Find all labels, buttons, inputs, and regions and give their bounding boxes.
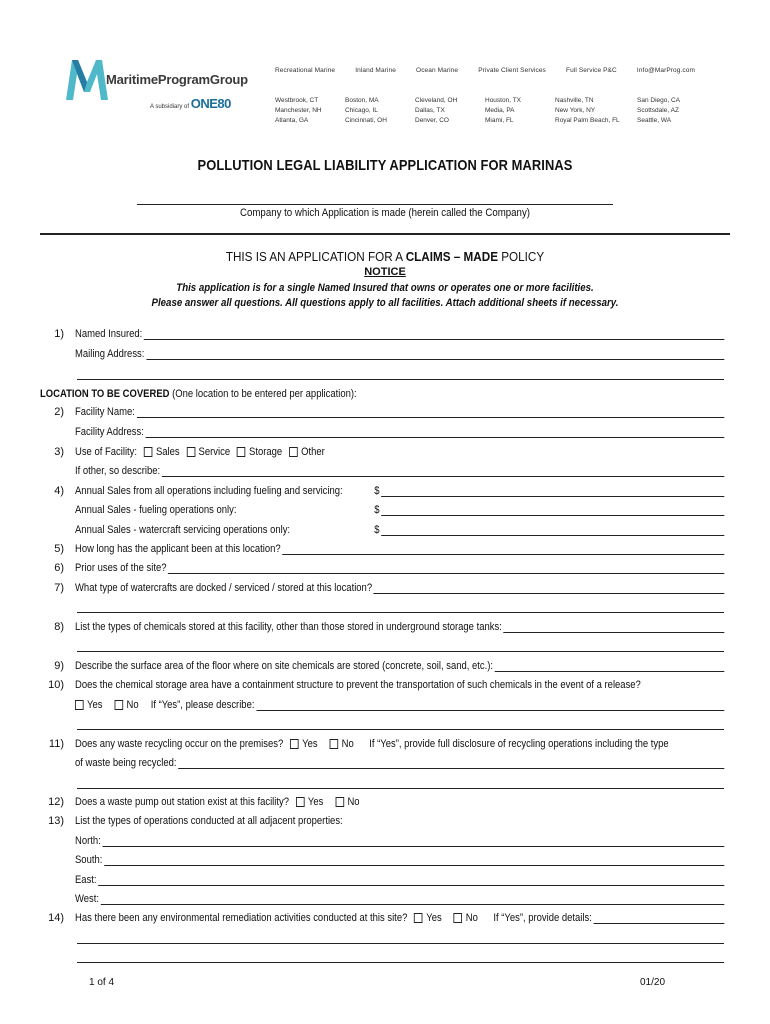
services-list bbox=[275, 67, 695, 74]
other-describe-label: If other, so describe: bbox=[75, 465, 161, 477]
prior-uses-label: Prior uses of the site? bbox=[75, 562, 167, 574]
waste-recycling-label: Does any waste recycling occur on the premises? bbox=[75, 738, 284, 750]
q9-surface-area bbox=[40, 658, 724, 672]
north-field[interactable] bbox=[102, 836, 723, 847]
south-label: South: bbox=[75, 854, 103, 866]
letterhead bbox=[0, 0, 770, 140]
q3-use-of-facility bbox=[40, 444, 724, 458]
q13-north bbox=[40, 833, 724, 847]
location: Westbrook, CT bbox=[275, 97, 319, 104]
q5-how-long bbox=[40, 541, 724, 555]
north-label: North: bbox=[75, 835, 101, 847]
q14-no-checkbox[interactable] bbox=[454, 913, 463, 923]
question-number: 12) bbox=[48, 796, 64, 808]
location: Miami, FL bbox=[485, 117, 514, 124]
question-number: 8) bbox=[54, 621, 64, 633]
q14-yes-label: Yes bbox=[426, 912, 442, 924]
watercraft-types-field[interactable] bbox=[374, 583, 724, 594]
q3-other-describe bbox=[40, 463, 724, 477]
service-item: Inland Marine bbox=[355, 67, 396, 74]
q14-yes-checkbox[interactable] bbox=[414, 913, 423, 923]
q14-continuation-2 bbox=[40, 949, 724, 963]
west-label: West: bbox=[75, 893, 100, 905]
q10-answer bbox=[40, 697, 724, 711]
chemicals-field-2[interactable] bbox=[77, 641, 724, 652]
q11-yes-checkbox[interactable] bbox=[290, 739, 299, 749]
company-logo bbox=[64, 56, 264, 116]
q10-describe-field-2[interactable] bbox=[77, 719, 724, 730]
annual-sales-all-label: Annual Sales from all operations including fueling and servicing: bbox=[75, 485, 343, 497]
q14-details-field[interactable] bbox=[594, 913, 724, 924]
q14-details-label: If “Yes”, provide details: bbox=[493, 912, 592, 924]
question-number: 6) bbox=[54, 562, 64, 574]
how-long-label: How long has the applicant been at this location? bbox=[75, 543, 281, 555]
question-number: 7) bbox=[54, 582, 64, 594]
q12-no-checkbox[interactable] bbox=[335, 797, 344, 807]
location: Houston, TX bbox=[485, 97, 522, 104]
mailing-address-field[interactable] bbox=[146, 349, 724, 360]
question-number: 13) bbox=[48, 815, 64, 827]
q10-describe-label: If “Yes”, please describe: bbox=[150, 699, 255, 711]
service-item: Recreational Marine bbox=[275, 67, 336, 74]
other-label: Other bbox=[301, 446, 325, 458]
question-number: 14) bbox=[48, 912, 64, 924]
prior-uses-field[interactable] bbox=[168, 563, 724, 574]
how-long-field[interactable] bbox=[282, 544, 724, 555]
q11-no-label: No bbox=[341, 738, 354, 750]
west-field[interactable] bbox=[101, 894, 724, 905]
q14-continuation-1 bbox=[40, 930, 724, 944]
location: Seattle, WA bbox=[637, 117, 672, 124]
q14-details-field-2[interactable] bbox=[77, 933, 724, 944]
form-date: 01/20 bbox=[640, 977, 666, 988]
q4-annual-sales-servicing bbox=[40, 522, 724, 536]
annual-sales-servicing-label: Annual Sales - watercraft servicing operations only: bbox=[75, 524, 291, 536]
q14-no-label: No bbox=[465, 912, 478, 924]
location: Scottsdale, AZ bbox=[637, 107, 679, 114]
service-checkbox[interactable] bbox=[187, 447, 196, 457]
page-number: 1 of 4 bbox=[89, 977, 115, 988]
storage-label: Storage bbox=[249, 446, 283, 458]
other-checkbox[interactable] bbox=[289, 447, 298, 457]
facility-address-label: Facility Address: bbox=[75, 426, 144, 438]
q8-chemicals bbox=[40, 619, 724, 633]
question-number: 3) bbox=[54, 446, 64, 458]
policy-prefix: THIS IS AN APPLICATION FOR A bbox=[225, 249, 406, 264]
q1-mailing-address bbox=[40, 346, 724, 360]
question-number: 4) bbox=[54, 485, 64, 497]
question-number: 9) bbox=[54, 660, 64, 672]
location: Chicago, IL bbox=[345, 107, 378, 114]
facility-name-label: Facility Name: bbox=[75, 406, 135, 418]
q1-mailing-address-2 bbox=[40, 366, 724, 380]
waste-type-field-2[interactable] bbox=[77, 778, 724, 789]
q11-yes-label: Yes bbox=[302, 738, 318, 750]
question-number: 1) bbox=[54, 328, 64, 340]
service-label: Service bbox=[198, 446, 231, 458]
location: New York, NY bbox=[555, 107, 596, 114]
policy-claims-made: CLAIMS – MADE bbox=[405, 249, 499, 264]
waste-type-field[interactable] bbox=[178, 758, 724, 769]
logo-sub-prefix: A subsidiary of bbox=[150, 104, 190, 110]
dollar-sign: $ bbox=[374, 485, 380, 497]
q13-east bbox=[40, 872, 724, 886]
location: Boston, MA bbox=[345, 97, 379, 104]
q10-yes-checkbox[interactable] bbox=[75, 700, 84, 710]
south-field[interactable] bbox=[104, 855, 724, 866]
mailing-address-field-2[interactable] bbox=[77, 369, 724, 380]
location: Cincinnati, OH bbox=[345, 117, 387, 124]
chemicals-field[interactable] bbox=[504, 622, 724, 633]
company-caption: Company to which Application is made (herein called the Company) bbox=[239, 207, 531, 219]
q4-annual-sales-all bbox=[40, 483, 724, 497]
sales-checkbox[interactable] bbox=[144, 447, 153, 457]
office-locations bbox=[275, 96, 695, 126]
facility-address-field[interactable] bbox=[146, 427, 724, 438]
document-title: POLLUTION LEGAL LIABILITY APPLICATION FOR MARINAS bbox=[197, 157, 573, 174]
location: San Diego, CA bbox=[637, 97, 680, 104]
q11-disclosure-label: If “Yes”, provide full disclosure of recycling operations including the type bbox=[369, 738, 669, 750]
location-heading-bold: LOCATION TO BE COVERED bbox=[40, 388, 170, 400]
question-number: 11) bbox=[48, 738, 64, 750]
service-item: Private Client Services bbox=[478, 67, 546, 74]
q12-pump-out bbox=[40, 794, 724, 808]
divider bbox=[40, 233, 730, 235]
watercraft-types-field-2[interactable] bbox=[77, 602, 724, 613]
q10-describe-field[interactable] bbox=[256, 700, 724, 711]
dollar-sign: $ bbox=[374, 524, 380, 536]
q12-no-label: No bbox=[347, 796, 360, 808]
chemicals-label: List the types of chemicals stored at this facility, other than those stored in underground storage tanks: bbox=[75, 621, 502, 633]
use-of-facility-label: Use of Facility: bbox=[75, 446, 138, 458]
contact-email[interactable]: Info@MarProg.com bbox=[636, 67, 695, 74]
facility-name-field[interactable] bbox=[137, 407, 724, 418]
other-describe-field[interactable] bbox=[162, 466, 724, 477]
annual-sales-fueling-label: Annual Sales - fueling operations only: bbox=[75, 504, 237, 516]
watercraft-types-label: What type of watercrafts are docked / serviced / stored at this location? bbox=[75, 582, 373, 594]
q13-south bbox=[40, 852, 724, 866]
q11-no-checkbox[interactable] bbox=[330, 739, 339, 749]
location-heading bbox=[40, 388, 357, 400]
location: Atlanta, GA bbox=[275, 117, 309, 124]
annual-sales-servicing-field[interactable] bbox=[381, 525, 724, 536]
policy-type-heading bbox=[39, 249, 732, 264]
q8-continuation bbox=[40, 638, 724, 652]
waste-type-label: of waste being recycled: bbox=[75, 757, 177, 769]
containment-label: Does the chemical storage area have a containment structure to prevent the transportation of such chemicals in the event of a release? bbox=[75, 679, 641, 691]
q4-annual-sales-fueling bbox=[40, 502, 724, 516]
policy-suffix: POLICY bbox=[498, 249, 545, 264]
q1-named-insured bbox=[40, 326, 724, 340]
q7-watercraft-types bbox=[40, 580, 724, 594]
q11-continuation bbox=[40, 775, 724, 789]
logo-m-icon bbox=[64, 56, 110, 102]
surface-area-field[interactable] bbox=[495, 661, 724, 672]
q13-adjacent bbox=[40, 813, 724, 827]
adjacent-label: List the types of operations conducted at all adjacent properties: bbox=[75, 815, 343, 827]
annual-sales-fueling-field[interactable] bbox=[381, 505, 724, 516]
company-name-field[interactable] bbox=[137, 204, 613, 205]
location: Dallas, TX bbox=[415, 107, 445, 114]
q6-prior-uses bbox=[40, 560, 724, 574]
q10-yes-label: Yes bbox=[87, 699, 103, 711]
q10-no-checkbox[interactable] bbox=[115, 700, 124, 710]
sales-label: Sales bbox=[155, 446, 180, 458]
service-item: Ocean Marine bbox=[416, 67, 459, 74]
service-item: Full Service P&C bbox=[566, 67, 617, 74]
q14-remediation bbox=[40, 910, 724, 924]
location: Royal Palm Beach, FL bbox=[555, 117, 620, 124]
dollar-sign: $ bbox=[374, 504, 380, 516]
annual-sales-all-field[interactable] bbox=[381, 486, 724, 497]
pump-out-label: Does a waste pump out station exist at this facility? bbox=[75, 796, 290, 808]
storage-checkbox[interactable] bbox=[237, 447, 246, 457]
location: Nashville, TN bbox=[555, 97, 594, 104]
surface-area-label: Describe the surface area of the floor where on site chemicals are stored (concrete, soil, sand, etc.): bbox=[75, 660, 494, 672]
q12-yes-checkbox[interactable] bbox=[296, 797, 305, 807]
named-insured-field[interactable] bbox=[144, 329, 724, 340]
question-number: 10) bbox=[48, 679, 64, 691]
question-number: 2) bbox=[54, 406, 64, 418]
q11-waste-recycling bbox=[40, 736, 724, 750]
q13-west bbox=[40, 891, 724, 905]
logo-sub-brand: ONE80 bbox=[190, 96, 231, 111]
location: Manchester, NH bbox=[275, 107, 322, 114]
q14-details-field-3[interactable] bbox=[77, 952, 724, 963]
q7-continuation bbox=[40, 599, 724, 613]
q10-containment bbox=[40, 677, 724, 691]
notice-heading: NOTICE bbox=[364, 266, 406, 278]
location: Denver, CO bbox=[415, 117, 449, 124]
q11-waste-type bbox=[40, 755, 724, 769]
notice-line-2: Please answer all questions. All questions apply to all facilities. Attach additional sheets if necessary. bbox=[151, 297, 619, 309]
logo-name: MaritimeProgramGroup bbox=[106, 72, 248, 87]
notice-line-1: This application is for a single Named Insured that owns or operates one or more facilities. bbox=[176, 282, 594, 294]
location: Cleveland, OH bbox=[415, 97, 458, 104]
named-insured-label: Named Insured: bbox=[75, 328, 143, 340]
location: Media, PA bbox=[485, 107, 515, 114]
mailing-address-label: Mailing Address: bbox=[75, 348, 145, 360]
q2-facility-address bbox=[40, 424, 724, 438]
location-heading-rest: (One location to be entered per application): bbox=[169, 388, 357, 400]
east-label: East: bbox=[75, 874, 97, 886]
east-field[interactable] bbox=[98, 875, 724, 886]
q2-facility-name bbox=[40, 404, 724, 418]
remediation-label: Has there been any environmental remediation activities conducted at this site? bbox=[75, 912, 408, 924]
question-number: 5) bbox=[54, 543, 64, 555]
q12-yes-label: Yes bbox=[307, 796, 324, 808]
q10-no-label: No bbox=[126, 699, 139, 711]
q10-continuation bbox=[40, 716, 724, 730]
logo-subsidiary bbox=[150, 96, 231, 111]
